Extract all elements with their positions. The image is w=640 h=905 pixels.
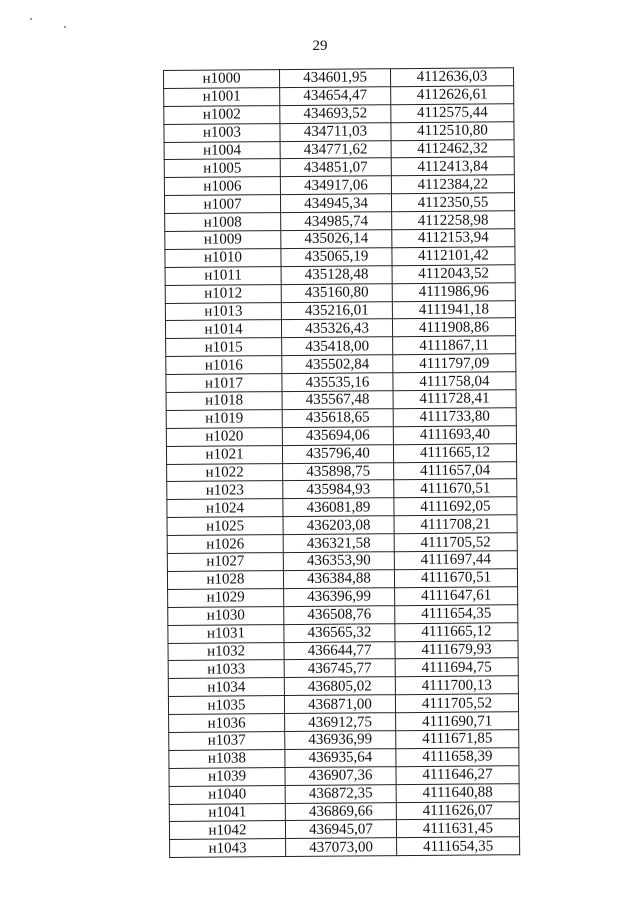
- x-coordinate-cell: 436745,77: [284, 659, 395, 678]
- y-coordinate-cell: 4111705,52: [395, 694, 518, 713]
- y-coordinate-cell: 4111797,09: [393, 354, 516, 373]
- point-id-cell: н1030: [168, 606, 284, 625]
- x-coordinate-cell: 434654,47: [280, 87, 391, 106]
- point-id-cell: н1001: [164, 87, 280, 106]
- x-coordinate-cell: 434945,34: [280, 194, 391, 213]
- y-coordinate-cell: 4111728,41: [393, 390, 516, 409]
- x-coordinate-cell: 434711,03: [280, 122, 391, 141]
- x-coordinate-cell: 435160,80: [281, 283, 392, 302]
- y-coordinate-cell: 4111631,45: [396, 819, 519, 838]
- y-coordinate-cell: 4111708,21: [394, 515, 517, 534]
- x-coordinate-cell: 437073,00: [286, 838, 397, 857]
- x-coordinate-cell: 436936,99: [285, 731, 396, 750]
- x-coordinate-cell: 435618,65: [282, 409, 393, 428]
- point-id-cell: н1013: [165, 302, 281, 321]
- point-id-cell: н1038: [169, 749, 285, 768]
- point-id-cell: н1022: [167, 463, 283, 482]
- y-coordinate-cell: 4111733,80: [393, 408, 516, 427]
- point-id-cell: н1026: [167, 535, 283, 554]
- y-coordinate-cell: 4111671,85: [396, 730, 519, 749]
- y-coordinate-cell: 4111654,35: [395, 604, 518, 623]
- y-coordinate-cell: 4111679,93: [395, 640, 518, 659]
- point-id-cell: н1009: [165, 231, 281, 250]
- point-id-cell: н1037: [169, 732, 285, 751]
- x-coordinate-cell: 436644,77: [284, 641, 395, 660]
- point-id-cell: н1004: [164, 141, 280, 160]
- point-id-cell: н1000: [164, 70, 280, 89]
- x-coordinate-cell: 436945,07: [285, 820, 396, 839]
- y-coordinate-cell: 4111646,27: [396, 765, 519, 784]
- point-id-cell: н1029: [168, 588, 284, 607]
- y-coordinate-cell: 4112350,55: [391, 193, 514, 212]
- x-coordinate-cell: 435694,06: [282, 427, 393, 446]
- coordinates-table: [163, 67, 520, 858]
- point-id-cell: н1021: [166, 445, 282, 464]
- y-coordinate-cell: 4111867,11: [393, 336, 516, 355]
- x-coordinate-cell: 435326,43: [281, 319, 392, 338]
- x-coordinate-cell: 434917,06: [280, 176, 391, 195]
- x-coordinate-cell: 435065,19: [281, 248, 392, 267]
- x-coordinate-cell: 434601,95: [280, 69, 391, 88]
- x-coordinate-cell: 435216,01: [281, 301, 392, 320]
- x-coordinate-cell: 436869,66: [285, 802, 396, 821]
- point-id-cell: н1031: [168, 624, 284, 643]
- x-coordinate-cell: 435128,48: [281, 266, 392, 285]
- x-coordinate-cell: 436396,99: [284, 588, 395, 607]
- y-coordinate-cell: 4111665,12: [395, 622, 518, 641]
- x-coordinate-cell: 435796,40: [282, 444, 393, 463]
- point-id-cell: н1043: [170, 839, 286, 858]
- x-coordinate-cell: 436872,35: [285, 784, 396, 803]
- x-coordinate-cell: 434771,62: [280, 140, 391, 159]
- y-coordinate-cell: 4111640,88: [396, 783, 519, 802]
- point-id-cell: н1002: [164, 105, 280, 124]
- x-coordinate-cell: 434693,52: [280, 104, 391, 123]
- x-coordinate-cell: 436912,75: [285, 713, 396, 732]
- x-coordinate-cell: 436907,36: [285, 766, 396, 785]
- x-coordinate-cell: 435535,16: [282, 373, 393, 392]
- x-coordinate-cell: 434985,74: [281, 212, 392, 231]
- x-coordinate-cell: 436081,89: [283, 498, 394, 517]
- x-coordinate-cell: 436353,90: [283, 552, 394, 571]
- point-id-cell: н1033: [168, 660, 284, 679]
- point-id-cell: н1040: [169, 785, 285, 804]
- x-coordinate-cell: 436203,08: [283, 516, 394, 535]
- point-id-cell: н1007: [164, 195, 280, 214]
- point-id-cell: н1005: [164, 159, 280, 178]
- point-id-cell: н1020: [166, 427, 282, 446]
- y-coordinate-cell: 4112575,44: [391, 104, 514, 123]
- y-coordinate-cell: 4111626,07: [396, 801, 519, 820]
- x-coordinate-cell: 436565,32: [284, 623, 395, 642]
- point-id-cell: н1008: [165, 213, 281, 232]
- y-coordinate-cell: 4111647,61: [395, 587, 518, 606]
- point-id-cell: н1024: [167, 499, 283, 518]
- x-coordinate-cell: 436871,00: [284, 695, 395, 714]
- point-id-cell: н1012: [165, 284, 281, 303]
- point-id-cell: н1016: [166, 356, 282, 375]
- y-coordinate-cell: 4112510,80: [391, 121, 514, 140]
- point-id-cell: н1035: [168, 696, 284, 715]
- y-coordinate-cell: 4112258,98: [392, 211, 515, 230]
- y-coordinate-cell: 4111705,52: [394, 533, 517, 552]
- y-coordinate-cell: 4111700,13: [395, 676, 518, 695]
- y-coordinate-cell: 4111670,51: [394, 479, 517, 498]
- point-id-cell: н1032: [168, 642, 284, 661]
- y-coordinate-cell: 4111654,35: [397, 837, 520, 856]
- point-id-cell: н1011: [165, 266, 281, 285]
- x-coordinate-cell: 436384,88: [283, 570, 394, 589]
- point-id-cell: н1006: [164, 177, 280, 196]
- point-id-cell: н1041: [169, 803, 285, 822]
- x-coordinate-cell: 435502,84: [282, 355, 393, 374]
- point-id-cell: н1010: [165, 248, 281, 267]
- y-coordinate-cell: 4111941,18: [392, 300, 515, 319]
- x-coordinate-cell: 436805,02: [284, 677, 395, 696]
- y-coordinate-cell: 4111665,12: [393, 443, 516, 462]
- x-coordinate-cell: 436508,76: [284, 605, 395, 624]
- point-id-cell: н1028: [167, 571, 283, 590]
- point-id-cell: н1023: [167, 481, 283, 500]
- x-coordinate-cell: 434851,07: [280, 158, 391, 177]
- point-id-cell: н1003: [164, 123, 280, 142]
- x-coordinate-cell: 436321,58: [283, 534, 394, 553]
- y-coordinate-cell: 4112043,52: [392, 265, 515, 284]
- page-number: 29: [312, 38, 328, 54]
- point-id-cell: н1015: [166, 338, 282, 357]
- point-id-cell: н1034: [168, 678, 284, 697]
- y-coordinate-cell: 4111986,96: [392, 282, 515, 301]
- y-coordinate-cell: 4112626,61: [391, 86, 514, 105]
- table-row: [170, 837, 520, 858]
- y-coordinate-cell: 4111670,51: [394, 569, 517, 588]
- scan-speck: [64, 26, 66, 28]
- y-coordinate-cell: 4111758,04: [393, 372, 516, 391]
- point-id-cell: н1027: [167, 553, 283, 572]
- y-coordinate-cell: 4111693,40: [393, 426, 516, 445]
- point-id-cell: н1018: [166, 392, 282, 411]
- y-coordinate-cell: 4112636,03: [390, 68, 513, 87]
- y-coordinate-cell: 4112462,32: [391, 139, 514, 158]
- point-id-cell: н1039: [169, 767, 285, 786]
- y-coordinate-cell: 4111690,71: [396, 712, 519, 731]
- x-coordinate-cell: 435026,14: [281, 230, 392, 249]
- y-coordinate-cell: 4111692,05: [394, 497, 517, 516]
- y-coordinate-cell: 4112384,22: [391, 175, 514, 194]
- y-coordinate-cell: 4112413,84: [391, 157, 514, 176]
- x-coordinate-cell: 435898,75: [283, 462, 394, 481]
- x-coordinate-cell: 435984,93: [283, 480, 394, 499]
- x-coordinate-cell: 435418,00: [282, 337, 393, 356]
- point-id-cell: н1019: [166, 409, 282, 428]
- y-coordinate-cell: 4111697,44: [394, 551, 517, 570]
- point-id-cell: н1014: [165, 320, 281, 339]
- y-coordinate-cell: 4111694,75: [395, 658, 518, 677]
- point-id-cell: н1025: [167, 517, 283, 536]
- y-coordinate-cell: 4111908,86: [392, 318, 515, 337]
- x-coordinate-cell: 436935,64: [285, 749, 396, 768]
- y-coordinate-cell: 4112101,42: [392, 247, 515, 266]
- y-coordinate-cell: 4111657,04: [394, 461, 517, 480]
- scan-speck: [30, 18, 32, 20]
- y-coordinate-cell: 4111658,39: [396, 748, 519, 767]
- coordinates-table-body: [164, 68, 520, 858]
- x-coordinate-cell: 435567,48: [282, 391, 393, 410]
- point-id-cell: н1036: [169, 714, 285, 733]
- y-coordinate-cell: 4112153,94: [392, 229, 515, 248]
- point-id-cell: н1042: [169, 821, 285, 840]
- point-id-cell: н1017: [166, 374, 282, 393]
